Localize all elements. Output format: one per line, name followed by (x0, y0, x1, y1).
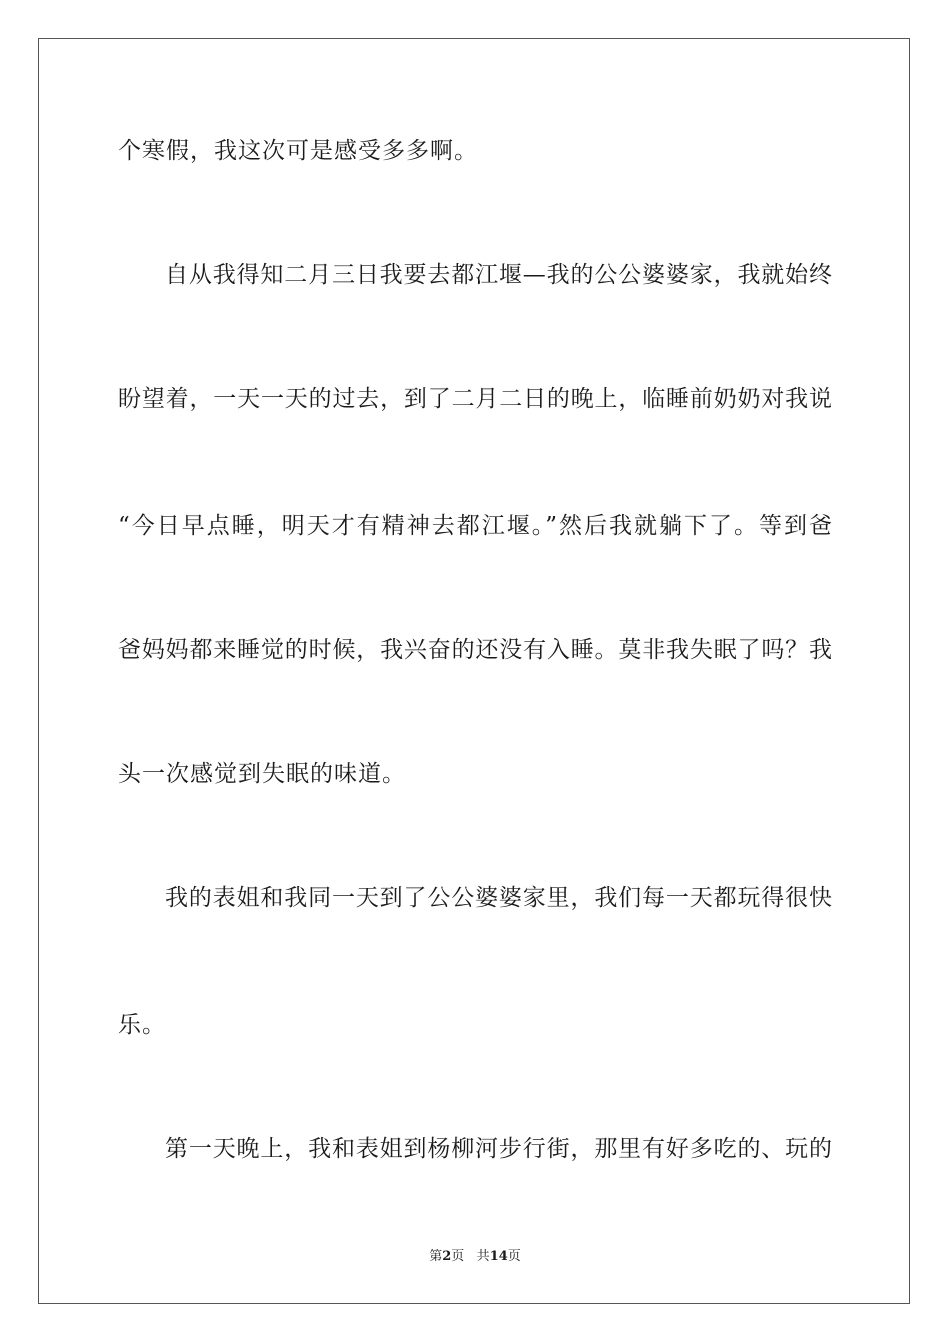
total-suffix: 页 (507, 1249, 521, 1264)
page-prefix: 第 (429, 1249, 443, 1264)
text-line-7: 我的表姐和我同一天到了公公婆婆家里，我们每一天都玩得很快 (165, 885, 832, 911)
text-line-4: “今日早点睡，明天才有精神去都江堰。”然后我就躺下了。等到爸 (118, 513, 832, 539)
text-line-9: 第一天晚上，我和表姐到杨柳河步行街，那里有好多吃的、玩的 (165, 1136, 832, 1162)
text-line-8: 乐。 (118, 1012, 166, 1038)
text-line-1: 个寒假，我这次可是感受多多啊。 (118, 138, 478, 164)
text-line-2: 自从我得知二月三日我要去都江堰—我的公公婆婆家，我就始终 (165, 262, 832, 288)
text-line-3: 盼望着，一天一天的过去，到了二月二日的晚上，临睡前奶奶对我说 (118, 386, 832, 412)
page-number: 2 (442, 1249, 452, 1264)
page-suffix: 页 (451, 1249, 465, 1264)
page-footer (0, 1248, 950, 1266)
text-line-5: 爸妈妈都来睡觉的时候，我兴奋的还没有入睡。莫非我失眠了吗？我 (118, 637, 832, 663)
text-line-6: 头一次感觉到失眠的味道。 (118, 761, 406, 787)
total-pages: 14 (489, 1249, 508, 1264)
total-prefix: 共 (476, 1249, 490, 1264)
page-border (38, 38, 910, 1304)
